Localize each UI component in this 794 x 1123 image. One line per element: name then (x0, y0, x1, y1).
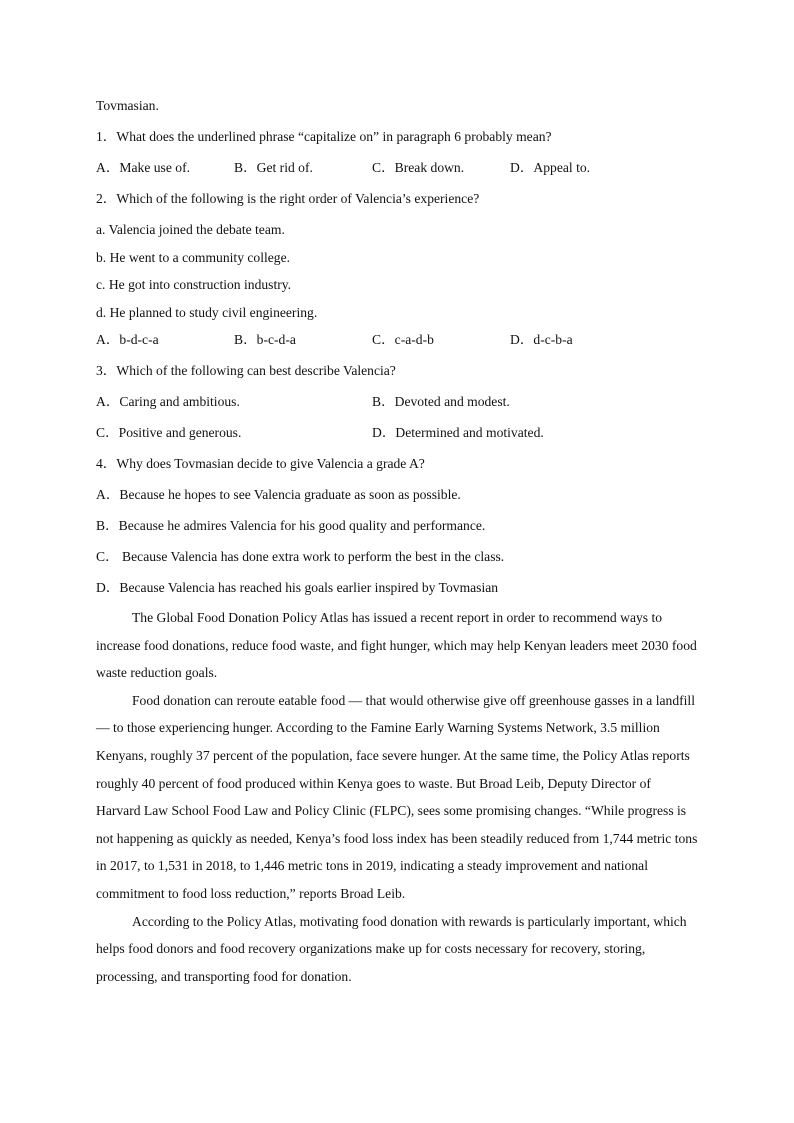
q2-option-a: A．b-d-c-a (96, 332, 159, 347)
q2-option-c: C．c-a-d-b (372, 332, 434, 347)
question-2-options (96, 330, 698, 350)
passage-paragraph-3: According to the Policy Atlas, motivating food donation with rewards is particularly important, which helps food donors and food recovery organizations make up for costs necessary for recovery, storing, processing, and transporting food for donation. (96, 913, 687, 984)
q2-option-d: D．d-c-b-a (510, 332, 573, 347)
question-3-options-row-1 (96, 392, 698, 412)
q2-item-b: b. He went to a community college. (96, 249, 291, 265)
question-1-options (96, 158, 698, 178)
q3-option-d: D．Determined and motivated. (372, 425, 544, 440)
q2-option-b: B．b-c-d-a (234, 332, 296, 347)
q3-option-a: A．Caring and ambitious. (96, 394, 240, 409)
q1-option-d: D．Appeal to. (510, 160, 591, 175)
intro-fragment: Tovmasian. (96, 98, 159, 113)
question-1-stem: 1．What does the underlined phrase “capitalize on” in paragraph 6 probably mean? (96, 129, 552, 144)
question-3-options-row-2 (96, 423, 698, 443)
question-4-stem: 4．Why does Tovmasian decide to give Valencia a grade A? (96, 456, 425, 471)
passage-paragraph-2: Food donation can reroute eatable food — that would otherwise give off greenhouse gasses in a landfill — to those experiencing hunger. According to the Famine Early Warning Systems Network, 3.5 million Kenyans, roughly 37 percent of the population, face severe hunger. At the same time, the Policy Atlas reports roughly 40 percent of food produced within Kenya goes to waste. But Broad Leib, Deputy Director of Harvard Law School Food Law and Policy Clinic (FLPC), sees some promising changes. “While progress is not happening as quickly as needed, Kenya’s food loss index has been steadily reduced from 1,744 metric tons in 2017, to 1,531 in 2018, to 1,446 metric tons in 2019, indicating a steady improvement and national commitment to food loss reduction,” reports Broad Leib. (96, 692, 698, 901)
q3-option-c: C．Positive and generous. (96, 425, 242, 440)
q4-option-a: A．Because he hopes to see Valencia graduate as soon as possible. (96, 487, 461, 502)
q3-option-b: B．Devoted and modest. (372, 394, 510, 409)
q2-item-d: d. He planned to study civil engineering. (96, 304, 318, 320)
document-page (96, 96, 698, 990)
q1-option-a: A．Make use of. (96, 160, 191, 175)
q4-option-d: D．Because Valencia has reached his goals earlier inspired by Tovmasian (96, 580, 499, 595)
q4-option-c: C． Because Valencia has done extra work to perform the best in the class. (96, 549, 505, 564)
q1-option-c: C．Break down. (372, 160, 465, 175)
q2-item-c: c. He got into construction industry. (96, 277, 292, 292)
question-2-stem: 2．Which of the following is the right order of Valencia’s experience? (96, 191, 480, 206)
question-3-stem: 3．Which of the following can best describe Valencia? (96, 363, 396, 378)
passage-paragraph-1: The Global Food Donation Policy Atlas has issued a recent report in order to recommend ways to increase food donations, reduce food waste, and fight hunger, which may help Kenyan leaders meet 2030 food waste reduction goals. (96, 610, 697, 681)
q1-option-b: B．Get rid of. (234, 160, 313, 175)
q4-option-b: B．Because he admires Valencia for his good quality and performance. (96, 518, 486, 533)
q2-item-a: a. Valencia joined the debate team. (96, 222, 285, 237)
